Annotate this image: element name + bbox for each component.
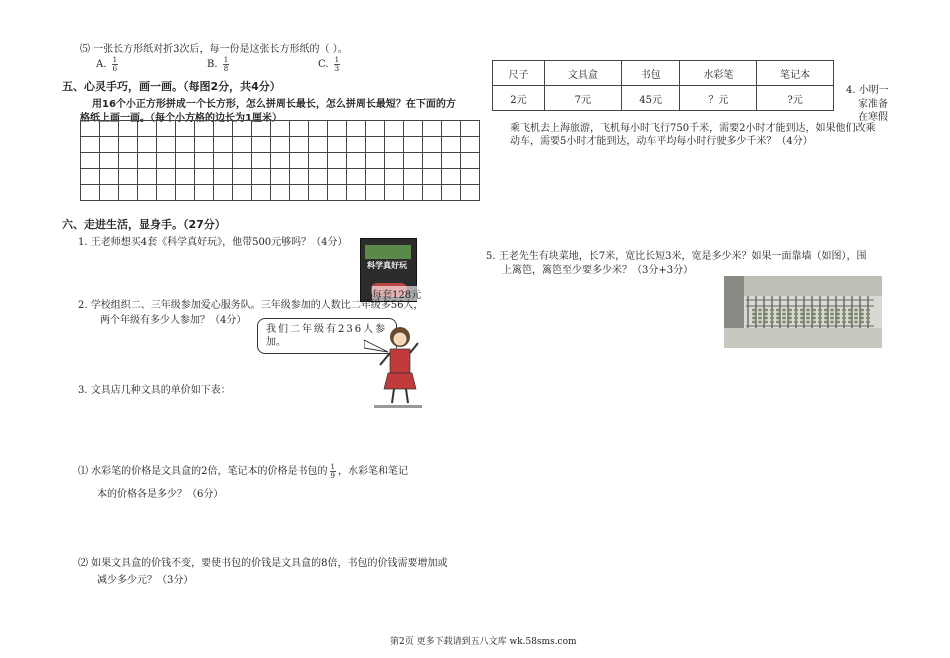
grid-cell[interactable] (442, 153, 461, 169)
grid-cell[interactable] (119, 137, 138, 153)
book-cover-title: 科学真好玩 (367, 260, 407, 270)
vegetable-plant (752, 309, 756, 312)
vegetable-plant (848, 313, 852, 316)
vegetable-plant (836, 317, 840, 320)
grid-cell[interactable] (157, 153, 176, 169)
grid-cell[interactable] (366, 121, 385, 137)
vegetable-plant (866, 321, 870, 324)
q6-3-2-line2: 减少多少元？（3分） (97, 575, 194, 586)
vegetable-plant (764, 321, 768, 324)
grid-cell[interactable] (290, 137, 309, 153)
vegetable-plant (776, 309, 780, 312)
grid-row (81, 137, 480, 153)
price-table-header-cell: 文具盒 (544, 61, 621, 86)
grid-cell[interactable] (366, 153, 385, 169)
q4-side-1: 4. 小明一 (846, 85, 889, 96)
fraction-one-ninth: $\frac{1}{9}$ (330, 463, 336, 480)
q4-line2: 动车，需要5小时才能到达，动车平均每小时行驶多少千米？（4分） (510, 136, 813, 147)
speech-text-2: 加。 (266, 337, 286, 348)
grid-cell[interactable] (328, 137, 347, 153)
grid-cell[interactable] (404, 185, 423, 201)
grid-cell[interactable] (195, 153, 214, 169)
fraction: $\frac{1}{3}$ (334, 56, 340, 73)
section6-title: 六、走进生活，显身手。（27分） (62, 218, 226, 231)
vegetable-plant (860, 321, 864, 324)
vegetable-plant (800, 321, 804, 324)
vegetable-plant (758, 313, 762, 316)
grid-cell[interactable] (271, 121, 290, 137)
book-price-label: 每套128元 (372, 286, 421, 301)
q6-3-text: 3. 文具店几种文具的单价如下表： (78, 385, 231, 396)
vegetable-plant (854, 309, 858, 312)
vegetable-plant (794, 309, 798, 312)
vegetable-plant (854, 317, 858, 320)
vegetable-plant (806, 309, 810, 312)
price-table-value-cell: ?元 (757, 86, 834, 111)
grid-cell[interactable] (385, 185, 404, 201)
square-grid-paper[interactable] (80, 120, 480, 201)
vegetable-plant (788, 317, 792, 320)
vegetable-plant (770, 321, 774, 324)
vegetable-plant (806, 313, 810, 316)
vegetable-plant (788, 313, 792, 316)
grid-cell[interactable] (347, 153, 366, 169)
grid-cell[interactable] (309, 153, 328, 169)
vegetable-plant (836, 321, 840, 324)
grid-cell[interactable] (214, 121, 233, 137)
grid-cell[interactable] (252, 121, 271, 137)
grid-cell[interactable] (252, 137, 271, 153)
grid-cell[interactable] (290, 153, 309, 169)
grid-cell[interactable] (100, 137, 119, 153)
grid-cell[interactable] (385, 153, 404, 169)
grid-cell[interactable] (214, 153, 233, 169)
vegetable-plant (788, 309, 792, 312)
grid-cell[interactable] (423, 185, 442, 201)
grid-cell[interactable] (252, 153, 271, 169)
vegetable-plant (848, 321, 852, 324)
price-table-header-cell: 书包 (621, 61, 680, 86)
vegetable-plant (860, 317, 864, 320)
grid-cell[interactable] (328, 153, 347, 169)
grid-cell[interactable] (176, 153, 195, 169)
grid-cell[interactable] (442, 169, 461, 185)
vegetable-plant (800, 309, 804, 312)
vegetable-plant (866, 309, 870, 312)
grid-row (81, 185, 480, 201)
grid-cell[interactable] (442, 121, 461, 137)
grid-cell[interactable] (100, 153, 119, 169)
price-table-header-cell: 尺子 (493, 61, 545, 86)
price-table-header-row (493, 61, 834, 86)
vegetable-plant (752, 317, 756, 320)
grid-cell[interactable] (233, 121, 252, 137)
vegetable-plant (818, 309, 822, 312)
vegetable-plant (842, 321, 846, 324)
grid-cell[interactable] (271, 185, 290, 201)
grid-cell[interactable] (81, 185, 100, 201)
grid-cell[interactable] (176, 169, 195, 185)
grid-row (81, 121, 480, 137)
vegetable-plant (812, 321, 816, 324)
vegetable-plant (764, 313, 768, 316)
grid-cell[interactable] (347, 185, 366, 201)
grid-cell[interactable] (252, 169, 271, 185)
grid-cell[interactable] (119, 169, 138, 185)
grid-cell[interactable] (119, 185, 138, 201)
q4-side-2: 家准备 (858, 99, 888, 110)
q5-option-c: C. $\frac{1}{3}$ (318, 56, 340, 73)
grid-cell[interactable] (176, 121, 195, 137)
grid-cell[interactable] (271, 137, 290, 153)
vegetable-plant (818, 313, 822, 316)
vegetable-plant (782, 321, 786, 324)
grid-cell[interactable] (404, 137, 423, 153)
vegetable-plant (794, 313, 798, 316)
speech-text-1: 我们二年级有236人参 (266, 324, 388, 335)
vegetable-plant (770, 309, 774, 312)
price-table-value-cell: 7元 (544, 86, 621, 111)
q5-option-b: B. $\frac{1}{8}$ (207, 56, 229, 73)
grid-cell[interactable] (214, 185, 233, 201)
price-table-value-cell: 2元 (493, 86, 545, 111)
grid-cell[interactable] (195, 185, 214, 201)
vegetable-plant (806, 321, 810, 324)
fraction: $\frac{1}{6}$ (112, 56, 118, 73)
grid-cell[interactable] (176, 137, 195, 153)
q5-stem: ⑸ 一张长方形纸对折3次后，每一份是这张长方形纸的（ ）。 (80, 44, 348, 55)
grid-cell[interactable] (233, 185, 252, 201)
grid-cell[interactable] (195, 121, 214, 137)
vegetable-plant (860, 309, 864, 312)
vegetable-plant (770, 317, 774, 320)
q6-1-text: 1. 王老师想买4套《科学真好玩》，他带500元够吗？（4分） (78, 237, 348, 248)
vegetable-plant (830, 317, 834, 320)
vegetable-plant (752, 313, 756, 316)
grid-cell[interactable] (214, 137, 233, 153)
grid-cell[interactable] (138, 121, 157, 137)
vegetable-garden-fence-illustration (724, 276, 882, 348)
grid-cell[interactable] (81, 121, 100, 137)
grid-cell[interactable] (423, 121, 442, 137)
grid-cell[interactable] (309, 169, 328, 185)
grid-cell[interactable] (138, 137, 157, 153)
q6-2-line2: 两个年级有多少人参加？（4分） (100, 315, 247, 326)
price-table-value-cell: ？元 (680, 86, 757, 111)
price-table-header-cell: 水彩笔 (680, 61, 757, 86)
fraction: $\frac{1}{8}$ (223, 56, 229, 73)
vegetable-plant (770, 313, 774, 316)
vegetable-plant (824, 317, 828, 320)
vegetable-plant (824, 313, 828, 316)
vegetable-plant (854, 313, 858, 316)
vegetable-plant (812, 317, 816, 320)
grid-cell[interactable] (347, 169, 366, 185)
grid-cell[interactable] (328, 121, 347, 137)
vegetable-plant (830, 313, 834, 316)
q5-option-a: A. $\frac{1}{6}$ (96, 56, 118, 73)
vegetable-plant (752, 321, 756, 324)
grid-cell[interactable] (271, 169, 290, 185)
vegetable-plant (836, 309, 840, 312)
grid-cell[interactable] (328, 185, 347, 201)
grid-cell[interactable] (176, 185, 195, 201)
grid-cell[interactable] (290, 169, 309, 185)
grid-cell[interactable] (233, 169, 252, 185)
vegetable-plant (824, 309, 828, 312)
grid-cell[interactable] (423, 153, 442, 169)
grid-cell[interactable] (81, 137, 100, 153)
vegetable-plant (782, 309, 786, 312)
grid-cell[interactable] (233, 137, 252, 153)
grid-cell[interactable] (309, 121, 328, 137)
grid-cell[interactable] (138, 185, 157, 201)
q4-line1: 乘飞机去上海旅游，飞机每小时飞行750千米，需要2小时才能到达，如果他们改乘 (510, 123, 876, 134)
grid-cell[interactable] (366, 137, 385, 153)
grid-cell[interactable] (157, 185, 176, 201)
vegetable-plant (794, 321, 798, 324)
grid-cell[interactable] (138, 153, 157, 169)
grid-cell[interactable] (271, 153, 290, 169)
vegetable-plant (818, 321, 822, 324)
grid-cell[interactable] (138, 169, 157, 185)
grid-cell[interactable] (309, 137, 328, 153)
vegetable-plant (800, 317, 804, 320)
vegetable-plant (812, 309, 816, 312)
q6-3-2-line1: ⑵ 如果文具盒的价钱不变，要使书包的价钱是文具盒的8倍，书包的价钱需要增加或 (78, 558, 448, 569)
grid-cell[interactable] (100, 169, 119, 185)
vegetable-plant (800, 313, 804, 316)
q5-garden-line2: 上篱笆，篱笆至少要多少米？（3分+3分） (502, 265, 694, 276)
stationery-price-table (492, 60, 834, 111)
vegetable-plant (830, 309, 834, 312)
vegetable-plant (860, 313, 864, 316)
grid-cell[interactable] (252, 185, 271, 201)
grid-cell[interactable] (81, 169, 100, 185)
q4-side-3: 在寒假 (858, 112, 888, 123)
vegetable-plant (866, 313, 870, 316)
grid-cell[interactable] (328, 169, 347, 185)
vegetable-plant (788, 321, 792, 324)
grid-cell[interactable] (461, 169, 480, 185)
grid-cell[interactable] (100, 121, 119, 137)
price-table-value-cell: 45元 (621, 86, 680, 111)
grid-cell[interactable] (461, 137, 480, 153)
vegetable-plant (764, 309, 768, 312)
vegetable-plant (776, 317, 780, 320)
vegetable-plant (794, 317, 798, 320)
grid-cell[interactable] (423, 169, 442, 185)
grid-cell[interactable] (100, 185, 119, 201)
vegetable-plant (842, 317, 846, 320)
vegetable-plant (848, 309, 852, 312)
vegetable-plant (824, 321, 828, 324)
grid-cell[interactable] (366, 169, 385, 185)
grid-cell[interactable] (119, 153, 138, 169)
grid-cell[interactable] (461, 185, 480, 201)
grid-cell[interactable] (157, 121, 176, 137)
grid-cell[interactable] (290, 121, 309, 137)
vegetable-plant (758, 309, 762, 312)
vegetable-plant (776, 321, 780, 324)
grid-row (81, 169, 480, 185)
vegetable-plant (776, 313, 780, 316)
grid-cell[interactable] (347, 121, 366, 137)
price-table-value-row (493, 86, 834, 111)
girl-student-illustration (374, 323, 422, 409)
grid-cell[interactable] (385, 121, 404, 137)
vegetable-plant (836, 313, 840, 316)
vegetable-plant (842, 309, 846, 312)
vegetable-plant (830, 321, 834, 324)
grid-cell[interactable] (442, 185, 461, 201)
q6-3-1-line2: 本的价格各是多少？（6分） (97, 489, 224, 500)
section5-title: 五、心灵手巧，画一画。（每图2分，共4分） (62, 80, 281, 93)
vegetable-plant (854, 321, 858, 324)
grid-cell[interactable] (366, 185, 385, 201)
grid-cell[interactable] (423, 137, 442, 153)
grid-cell[interactable] (347, 137, 366, 153)
vegetable-plant (782, 317, 786, 320)
vegetable-plant (842, 313, 846, 316)
grid-cell[interactable] (290, 185, 309, 201)
vegetable-plant (758, 321, 762, 324)
grid-cell[interactable] (81, 153, 100, 169)
vegetable-plant (818, 317, 822, 320)
vegetable-plant (758, 317, 762, 320)
grid-cell[interactable] (461, 153, 480, 169)
vegetable-plant (806, 317, 810, 320)
q6-3-1-line1: ⑴ 水彩笔的价格是文具盒的2倍，笔记本的价格是书包的 $\frac{1}{9}$ ，水彩笔和笔记 (78, 463, 409, 480)
vegetable-plant (848, 317, 852, 320)
vegetable-plant (866, 317, 870, 320)
price-table-header-cell: 笔记本 (757, 61, 834, 86)
grid-cell[interactable] (195, 169, 214, 185)
grid-cell[interactable] (404, 169, 423, 185)
grid-cell[interactable] (404, 153, 423, 169)
page-footer: 第2页 更多下载请到五八文库 wk.58sms.com (390, 637, 577, 647)
section5-instruction-1: 用16个小正方形拼成一个长方形，怎么拼周长最长，怎么拼周长最短？在下面的方 (92, 99, 456, 110)
section5-instruction-2: 格纸上画一画。（每个小方格的边长为1厘米） (80, 113, 282, 124)
q6-2-line1: 2. 学校组织二、三年级参加爱心服务队。三年级参加的人数比二年级多56人， (78, 300, 424, 311)
vegetable-plant (782, 313, 786, 316)
grid-cell[interactable] (233, 153, 252, 169)
vegetable-plant (764, 317, 768, 320)
grid-cell[interactable] (309, 185, 328, 201)
vegetable-plant (812, 313, 816, 316)
grid-cell[interactable] (157, 169, 176, 185)
grid-cell[interactable] (195, 137, 214, 153)
grid-cell[interactable] (404, 121, 423, 137)
grid-row (81, 153, 480, 169)
grid-cell[interactable] (214, 169, 233, 185)
grid-cell[interactable] (442, 137, 461, 153)
q5-garden-line1: 5. 王老先生有块菜地，长7米，宽比长短3米，宽是多少米？如果一面靠墙（如图），围 (486, 251, 867, 262)
grid-cell[interactable] (461, 121, 480, 137)
grid-cell[interactable] (157, 137, 176, 153)
grid-cell[interactable] (385, 137, 404, 153)
grid-cell[interactable] (119, 121, 138, 137)
grid-cell[interactable] (385, 169, 404, 185)
